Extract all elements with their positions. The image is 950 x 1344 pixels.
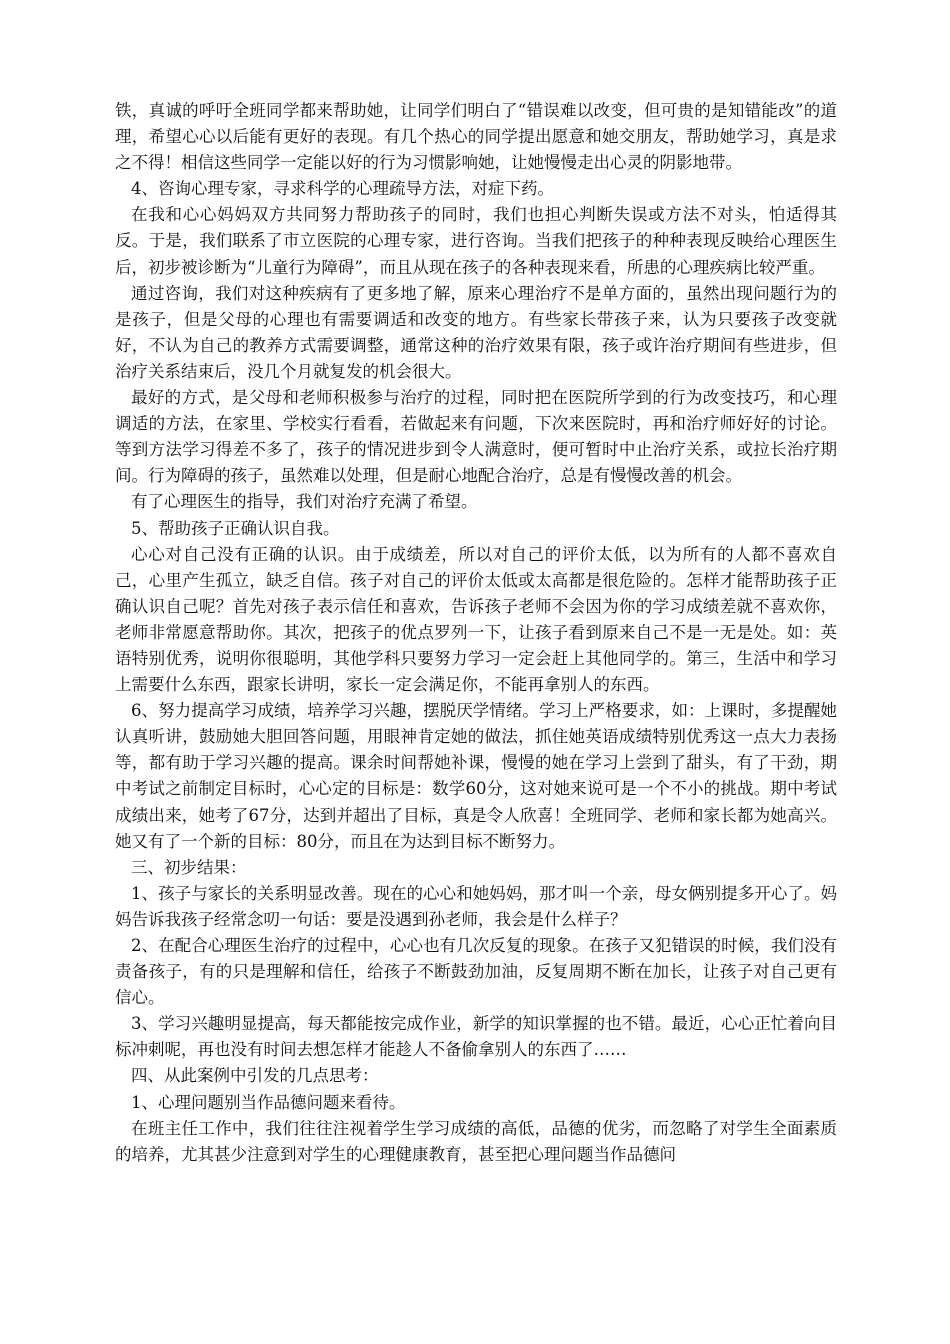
section-heading-3: 三、初步结果： <box>131 857 247 877</box>
reflection-item-1-heading: 1、心理问题别当作品德问题来看待。 <box>131 1092 406 1112</box>
result-item-1: 1、孩子与家长的关系明显改善。现在的心心和她妈妈，那才叫一个亲，母女俩别提多开心了。妈妈告诉我孩子经常念叨一句话：要是没遇到孙老师，我会是什么样子？ <box>115 883 837 929</box>
document-page <box>115 98 837 1168</box>
paragraph: 通过咨询，我们对这种疾病有了更多地了解，原来心理治疗不是单方面的，虽然出现问题行为的是孩子，但是父母的心理也有需要调适和改变的地方。有些家长带孩子来，认为只要孩子改变就好，不认为自己的教养方式需要调整，通常这种的治疗效果有限，孩子或许治疗期间有些进步，但治疗关系结束后，没几个月就复发的机会很大。 <box>115 283 837 381</box>
section-item-4-heading: 4、咨询心理专家，寻求科学的心理疏导方法，对症下药。 <box>131 179 554 199</box>
result-item-3: 3、学习兴趣明显提高，每天都能按完成作业，新学的知识掌握的也不错。最近，心心正忙着向目标冲刺呢，再也没有时间去想怎样才能趁人不备偷拿别人的东西了…… <box>115 1014 837 1060</box>
result-item-2: 2、在配合心理医生治疗的过程中，心心也有几次反复的现象。在孩子又犯错误的时候，我们没有责备孩子，有的只是理解和信任，给孩子不断鼓劲加油，反复周期不断在加长，让孩子对自己更有信心。 <box>115 936 837 1008</box>
paragraph: 在班主任工作中，我们往往注视着学生学习成绩的高低，品德的优劣，而忽略了对学生全面素质的培养，尤其甚少注意到对学生的心理健康教育，甚至把心理问题当作品德问 <box>115 1118 837 1164</box>
section-heading-4: 四、从此案例中引发的几点思考： <box>131 1066 379 1086</box>
paragraph: 心心对自己没有正确的认识。由于成绩差，所以对自己的评价太低，以为所有的人都不喜欢自己，心里产生孤立，缺乏自信。孩子对自己的评价太低或太高都是很危险的。怎样才能帮助孩子正确认识自己呢？首先对孩子表示信任和喜欢，告诉孩子老师不会因为你的学习成绩差就不喜欢你，老师非常愿意帮助你。其次，把孩子的优点罗列一下，让孩子看到原来自己不是一无是处。如：英语特别优秀，说明你很聪明，其他学科只要努力学习一定会赶上其他同学的。第三，生活中和学习上需要什么东西，跟家长讲明，家长一定会满足你，不能再拿别人的东西。 <box>115 544 837 695</box>
section-item-6-paragraph: 6、努力提高学习成绩，培养学习兴趣，摆脱厌学情绪。学习上严格要求，如：上课时，多提醒她认真听讲，鼓励她大胆回答问题，用眼神肯定她的做法，抓住她英语成绩特别优秀这一点大力表扬等，都有助于学习兴趣的提高。课余时间帮她补课，慢慢的她在学习上尝到了甜头，有了干劲，期中考试之前制定目标时，心心定的目标是：数学60分，这对她来说可是一个不小的挑战。期中考试成绩出来，她考了67分，达到并超出了目标，真是令人欣喜！全班同学、老师和家长都为她高兴。她又有了一个新的目标：80分，而且在为达到目标不断努力。 <box>115 701 837 851</box>
paragraph-continuation: 铁，真诚的呼吁全班同学都来帮助她，让同学们明白了“错误难以改变，但可贵的是知错能改”的道理，希望心心以后能有更好的表现。有几个热心的同学提出愿意和她交朋友，帮助她学习，真是求之不得！相信这些同学一定能以好的行为习惯影响她，让她慢慢走出心灵的阴影地带。 <box>115 101 837 173</box>
paragraph: 在我和心心妈妈双方共同努力帮助孩子的同时，我们也担心判断失误或方法不对头，怕适得其反。于是，我们联系了市立医院的心理专家，进行咨询。当我们把孩子的种种表现反映给心理医生后，初步被诊断为“儿童行为障碍”，而且从现在孩子的各种表现来看，所患的心理疾病比较严重。 <box>115 205 837 277</box>
paragraph: 有了心理医生的指导，我们对治疗充满了希望。 <box>131 492 478 512</box>
section-item-5-heading: 5、帮助孩子正确认识自我。 <box>131 518 340 538</box>
paragraph: 最好的方式，是父母和老师积极参与治疗的过程，同时把在医院所学到的行为改变技巧，和心理调适的方法，在家里、学校实行看看，若做起来有问题，下次来医院时，再和治疗师好好的讨论。等到方法学习得差不多了，孩子的情况进步到令人满意时，便可暂时中止治疗关系，或拉长治疗期间。行为障碍的孩子，虽然难以处理，但是耐心地配合治疗，总是有慢慢改善的机会。 <box>115 388 837 486</box>
